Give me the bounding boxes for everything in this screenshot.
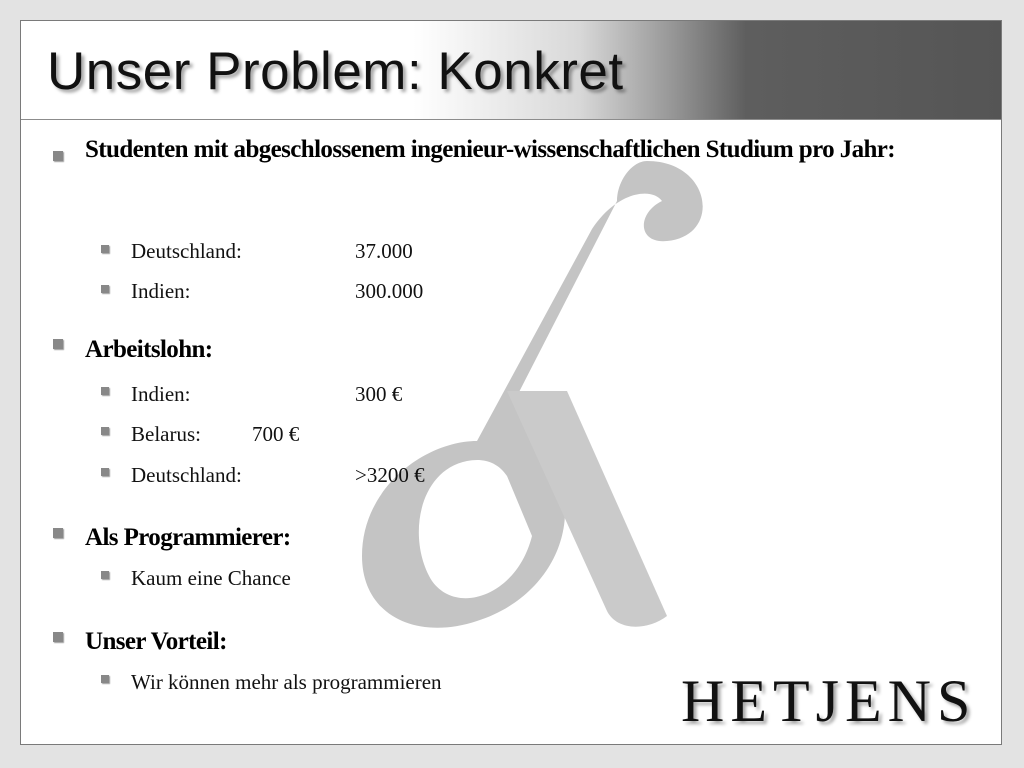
section-3-heading: Als Programmierer: — [85, 524, 291, 551]
section-1-heading: Studenten mit abgeschlossenem ingenieur-wissenschaftlichen Studium pro Jahr: — [85, 136, 896, 163]
sub-bullet-square-icon — [101, 427, 109, 435]
sub-bullet-square-icon — [101, 675, 109, 683]
section-4-heading: Unser Vorteil: — [85, 628, 227, 655]
students-value-de: 37.000 — [355, 239, 413, 263]
students-value-in: 300.000 — [355, 279, 424, 303]
programmer-note: Kaum eine Chance — [131, 566, 291, 590]
wage-value-in: 300 € — [355, 382, 403, 406]
slide-title: Unser Problem: Konkret — [47, 42, 624, 101]
slide — [20, 20, 1002, 745]
wage-label-by: Belarus: — [131, 422, 201, 446]
sub-bullet-square-icon — [101, 468, 109, 476]
section-2-heading: Arbeitslohn: — [85, 336, 213, 363]
bullet-square-icon — [53, 632, 63, 642]
advantage-note: Wir können mehr als programmieren — [131, 670, 442, 694]
sub-bullet-square-icon — [101, 387, 109, 395]
hetjens-logo: HETJENS — [681, 668, 977, 734]
wage-label-in: Indien: — [131, 382, 191, 406]
wage-value-de: >3200 € — [355, 463, 425, 487]
wage-value-by: 700 € — [252, 422, 300, 446]
bullet-square-icon — [53, 339, 63, 349]
sub-bullet-square-icon — [101, 571, 109, 579]
wage-label-de: Deutschland: — [131, 463, 242, 487]
sub-bullet-square-icon — [101, 285, 109, 293]
students-label-de: Deutschland: — [131, 239, 242, 263]
title-bar — [21, 21, 1001, 120]
bullet-square-icon — [53, 151, 63, 161]
sub-bullet-square-icon — [101, 245, 109, 253]
bullet-square-icon — [53, 528, 63, 538]
students-label-in: Indien: — [131, 279, 191, 303]
